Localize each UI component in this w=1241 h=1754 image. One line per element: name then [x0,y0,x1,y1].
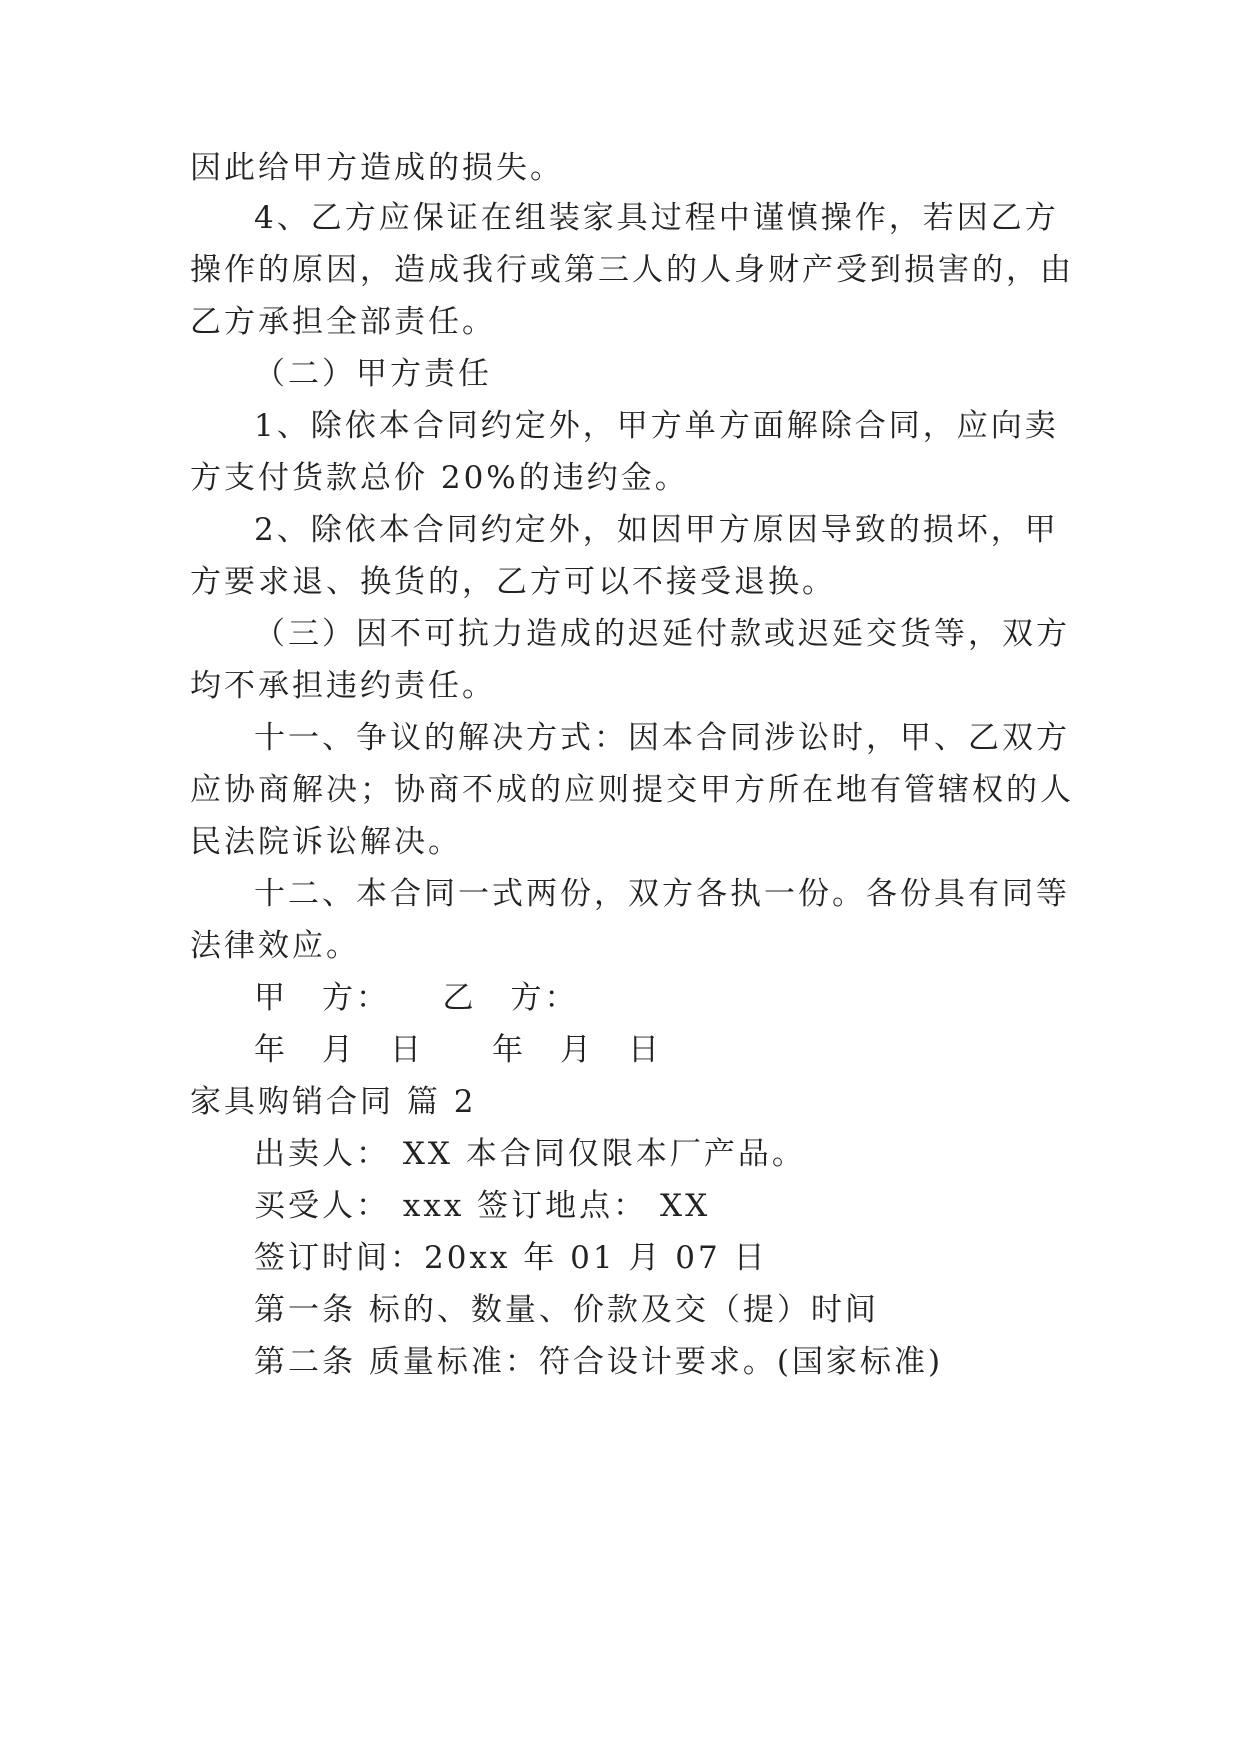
text-line: 民法院诉讼解决。 [190,824,462,860]
signature-parties: 甲 方： 乙 方： [254,980,579,1016]
text-line: 方支付货款总价 20%的违约金。 [190,460,689,496]
text-line: 签订时间：20xx 年 01 月 07 日 [254,1240,768,1276]
section-heading: （二）甲方责任 [254,356,492,392]
text-line: （三）因不可抗力造成的迟延付款或迟延交货等，双方 [254,616,1070,652]
text-line: 十一、争议的解决方式：因本合同涉讼时，甲、乙双方 [254,720,1070,756]
text-line: 十二、本合同一式两份，双方各执一份。各份具有同等 [254,876,1070,912]
text-line: 应协商解决；协商不成的应则提交甲方所在地有管辖权的人 [190,772,1074,808]
text-line: 第二条 质量标准：符合设计要求。(国家标准) [254,1344,944,1380]
text-line: 买受人： xxx 签订地点： XX [254,1188,711,1224]
text-line: 2、除依本合同约定外，如因甲方原因导致的损坏，甲 [254,512,1059,548]
text-line: 法律效应。 [190,928,360,964]
text-line: 操作的原因，造成我行或第三人的人身财产受到损害的，由 [190,252,1074,288]
text-line: 因此给甲方造成的损失。 [190,150,564,186]
text-line: 方要求退、换货的，乙方可以不接受退换。 [190,564,836,600]
text-line: 4、乙方应保证在组装家具过程中谨慎操作，若因乙方 [254,200,1059,236]
text-line: 1、除依本合同约定外，甲方单方面解除合同，应向卖 [254,408,1059,444]
signature-dates: 年 月 日 年 月 日 [254,1032,662,1068]
text-line: 均不承担违约责任。 [190,668,496,704]
text-line: 出卖人： XX 本合同仅限本厂产品。 [254,1136,806,1172]
text-line: 乙方承担全部责任。 [190,304,496,340]
document-title: 家具购销合同 篇 2 [190,1084,477,1120]
text-line: 第一条 标的、数量、价款及交（提）时间 [254,1292,879,1328]
